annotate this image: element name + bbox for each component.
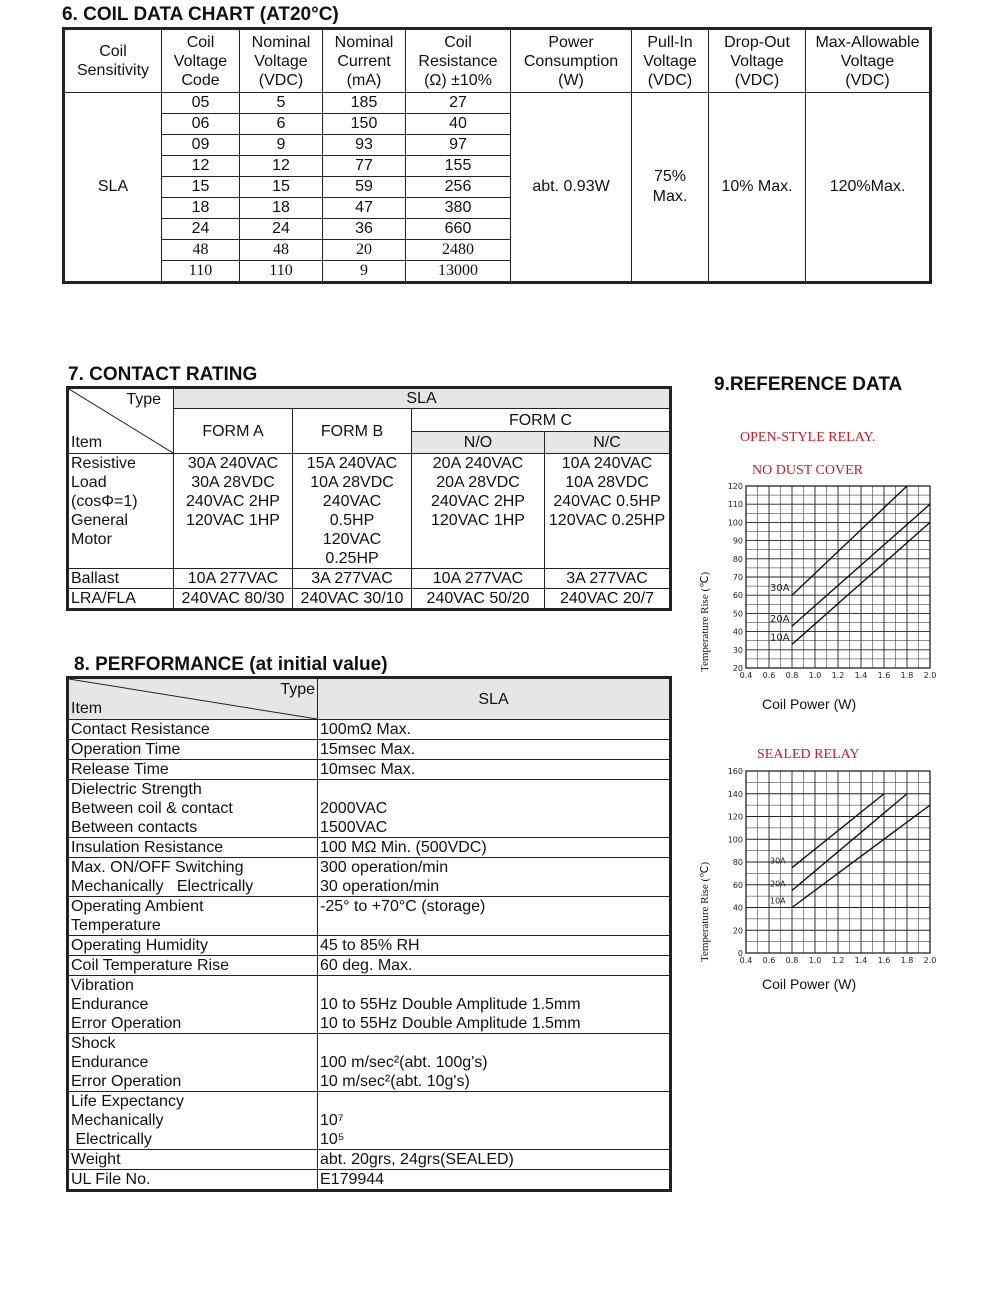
perf-item-cell: Insulation Resistance [68, 838, 318, 858]
perf-item-label: Item [71, 700, 103, 717]
perf-item-cell: Max. ON/OFF Switching Mechanically Electrically [68, 858, 318, 897]
coil-cell: 97 [406, 135, 511, 156]
chart2-title: SEALED RELAY [757, 747, 860, 762]
coil-cell: 12 [162, 156, 240, 177]
y-tick-label: 70 [732, 573, 743, 582]
coil-cell: 48 [240, 240, 323, 261]
y-tick-label: 60 [732, 880, 743, 890]
coil-header-nominal-voltage: Nominal Voltage (VDC) [240, 29, 323, 93]
coil-cell: 150 [323, 114, 406, 135]
coil-data-table [62, 27, 932, 284]
y-tick-label: 60 [732, 591, 743, 601]
perf-row [68, 1034, 671, 1092]
y-tick-label: 100 [727, 835, 743, 845]
perf-row [68, 897, 671, 936]
y-tick-label: 120 [727, 812, 743, 822]
perf-item-cell: Vibration Endurance Error Operation [68, 976, 318, 1034]
perf-sla-header: SLA [318, 678, 671, 720]
coil-cell: 12 [240, 156, 323, 177]
coil-cell: 06 [162, 114, 240, 135]
coil-header-drop-out: Drop-Out Voltage (VDC) [709, 29, 806, 93]
contact-resistive-no: 20A 240VAC 20A 28VDC 240VAC 2HP 120VAC 1HP [412, 454, 545, 569]
coil-drop-out-value: 10% Max. [709, 93, 806, 283]
x-tick-label: 1.8 [900, 671, 914, 680]
coil-cell: 18 [162, 198, 240, 219]
perf-value-cell: 45 to 85% RH [318, 936, 671, 956]
coil-cell: 185 [323, 93, 406, 114]
perf-row [68, 1092, 671, 1150]
coil-cell: 20 [323, 240, 406, 261]
perf-value-cell: 300 operation/min 30 operation/min [318, 858, 671, 897]
perf-type-label: Type [280, 681, 315, 698]
contact-resistive-nc: 10A 240VAC 10A 28VDC 240VAC 0.5HP 120VAC 0.25HP [545, 454, 671, 569]
coil-cell: 15 [162, 177, 240, 198]
contact-cell: 10A 277VAC [412, 569, 545, 589]
y-tick-label: 110 [727, 500, 743, 510]
coil-cell: 24 [162, 219, 240, 240]
perf-item-cell: Operation Time [68, 740, 318, 760]
perf-value-cell: -25° to +70°C (storage) [318, 897, 671, 936]
contact-section-title: 7. CONTACT RATING [68, 364, 258, 385]
coil-cell: 256 [406, 177, 511, 198]
contact-form-a-header: FORM A [174, 409, 293, 454]
perf-row [68, 858, 671, 897]
performance-table [66, 676, 672, 1192]
perf-value-cell: 2000VAC 1500VAC [318, 780, 671, 838]
perf-value-cell: 10 to 55Hz Double Amplitude 1.5mm 10 to 55Hz Double Amplitude 1.5mm [318, 976, 671, 1034]
coil-cell: 660 [406, 219, 511, 240]
series-label-10A: 10A [770, 896, 786, 906]
series-label-30A: 30A [770, 856, 786, 866]
x-tick-label: 1.2 [831, 956, 845, 965]
contact-type-item-header [68, 388, 174, 454]
contact-resistive-form-b: 15A 240VAC 10A 28VDC 240VAC 0.5HP 120VAC 0.25HP [293, 454, 412, 569]
perf-row [68, 1170, 671, 1191]
contact-cell: 240VAC 50/20 [412, 589, 545, 610]
coil-cell: 77 [323, 156, 406, 177]
perf-row [68, 956, 671, 976]
coil-cell: 9 [240, 135, 323, 156]
x-tick-label: 0.4 [739, 956, 753, 965]
x-tick-label: 0.6 [762, 671, 776, 680]
contact-cell: 240VAC 30/10 [293, 589, 412, 610]
coil-cell: 110 [162, 261, 240, 283]
x-tick-label: 1.6 [877, 956, 891, 965]
coil-pull-in-value: 75% Max. [632, 93, 709, 283]
coil-cell: 5 [240, 93, 323, 114]
coil-cell: 15 [240, 177, 323, 198]
y-tick-label: 80 [732, 858, 743, 867]
coil-header-nominal-current: Nominal Current (mA) [323, 29, 406, 93]
coil-cell: 48 [162, 240, 240, 261]
chart1-ylabel: Temperature Rise (℃) [699, 571, 711, 672]
perf-item-cell: Dielectric Strength Between coil & contact Between contacts [68, 780, 318, 838]
x-tick-label: 1.8 [900, 956, 914, 965]
perf-type-item-header [68, 678, 318, 720]
coil-cell: 110 [240, 261, 323, 283]
contact-cell: 10A 277VAC [174, 569, 293, 589]
coil-header-max-allowable: Max-Allowable Voltage (VDC) [806, 29, 931, 93]
perf-value-cell: abt. 20grs, 24grs(SEALED) [318, 1150, 671, 1170]
coil-power-value: abt. 0.93W [511, 93, 632, 283]
perf-item-cell: Life Expectancy Mechanically Electrically [68, 1092, 318, 1150]
contact-type-label: Type [126, 391, 161, 408]
perf-item-cell: Contact Resistance [68, 720, 318, 740]
y-tick-label: 20 [732, 926, 743, 936]
y-tick-label: 100 [727, 518, 743, 528]
chart1-xlabel: Coil Power (W) [762, 696, 857, 712]
perf-item-cell: Shock Endurance Error Operation [68, 1034, 318, 1092]
chart1-title: OPEN-STYLE RELAY. [740, 430, 876, 445]
x-tick-label: 1.4 [854, 671, 868, 680]
contact-cell: 240VAC 20/7 [545, 589, 671, 610]
coil-sensitivity-value: SLA [64, 93, 162, 283]
y-tick-label: 120 [727, 482, 743, 491]
contact-rating-table [66, 386, 672, 611]
perf-value-cell: 100mΩ Max. [318, 720, 671, 740]
y-tick-label: 140 [727, 789, 743, 799]
perf-value-cell: 100 m/sec²(abt. 100g's) 10 m/sec²(abt. 10g's) [318, 1034, 671, 1092]
coil-cell: 13000 [406, 261, 511, 283]
chart2-xlabel: Coil Power (W) [762, 976, 857, 992]
coil-max-allowable-value: 120%Max. [806, 93, 931, 283]
coil-cell: 36 [323, 219, 406, 240]
perf-row [68, 976, 671, 1034]
y-tick-label: 20 [732, 664, 743, 673]
x-tick-label: 2.0 [923, 956, 937, 965]
perf-value-cell: 15msec Max. [318, 740, 671, 760]
x-tick-label: 1.4 [854, 956, 868, 965]
coil-cell: 27 [406, 93, 511, 114]
contact-form-c-header: FORM C [412, 409, 671, 432]
x-tick-label: 2.0 [923, 671, 937, 680]
series-label-20A: 20A [770, 614, 790, 626]
x-tick-label: 1.6 [877, 671, 891, 680]
coil-cell: 2480 [406, 240, 511, 261]
y-tick-label: 80 [732, 554, 743, 564]
coil-cell: 47 [323, 198, 406, 219]
perf-row [68, 740, 671, 760]
perf-row [68, 838, 671, 858]
y-tick-label: 40 [732, 903, 743, 913]
series-label-20A: 20A [770, 879, 786, 889]
perf-item-cell: Coil Temperature Rise [68, 956, 318, 976]
contact-item-label: Item [71, 434, 103, 451]
contact-cell: 3A 277VAC [293, 569, 412, 589]
contact-lra-row [68, 589, 671, 610]
chart-open-style [720, 480, 960, 690]
contact-resistive-form-a: 30A 240VAC 30A 28VDC 240VAC 2HP 120VAC 1HP [174, 454, 293, 569]
coil-cell: 6 [240, 114, 323, 135]
coil-header-code: Coil Voltage Code [162, 29, 240, 93]
contact-form-b-header: FORM B [293, 409, 412, 454]
perf-value-cell: 10msec Max. [318, 760, 671, 780]
perf-row [68, 720, 671, 740]
perf-value-cell: E179944 [318, 1170, 671, 1191]
contact-cell: 3A 277VAC [545, 569, 671, 589]
coil-cell: 40 [406, 114, 511, 135]
y-tick-label: 30 [732, 645, 743, 655]
y-tick-label: 50 [732, 609, 743, 619]
perf-row [68, 936, 671, 956]
coil-cell: 155 [406, 156, 511, 177]
x-tick-label: 1.0 [808, 671, 822, 680]
coil-header-power: Power Consumption (W) [511, 29, 632, 93]
x-tick-label: 0.8 [785, 671, 799, 680]
contact-sla-header: SLA [174, 388, 671, 409]
perf-item-cell: Release Time [68, 760, 318, 780]
contact-ballast-row [68, 569, 671, 589]
coil-cell: 9 [323, 261, 406, 283]
coil-row [64, 93, 931, 114]
coil-header-sensitivity: Coil Sensitivity [64, 29, 162, 93]
coil-cell: 18 [240, 198, 323, 219]
perf-item-cell: UL File No. [68, 1170, 318, 1191]
contact-cell: 240VAC 80/30 [174, 589, 293, 610]
coil-section-title: 6. COIL DATA CHART (AT20°C) [62, 4, 339, 25]
chart1-subtitle: NO DUST COVER [752, 463, 863, 478]
series-label-30A: 30A [770, 583, 790, 595]
coil-header-resistance: Coil Resistance (Ω) ±10% [406, 29, 511, 93]
x-tick-label: 0.6 [762, 956, 776, 965]
coil-cell: 24 [240, 219, 323, 240]
x-tick-label: 1.2 [831, 671, 845, 680]
coil-header-pull-in: Pull-In Voltage (VDC) [632, 29, 709, 93]
y-tick-label: 160 [727, 767, 743, 776]
x-tick-label: 1.0 [808, 956, 822, 965]
y-tick-label: 40 [732, 627, 743, 637]
perf-body [68, 720, 671, 1191]
perf-value-cell: 10⁷ 10⁵ [318, 1092, 671, 1150]
x-tick-label: 0.8 [785, 956, 799, 965]
coil-cell: 05 [162, 93, 240, 114]
reference-section-title: 9.REFERENCE DATA [714, 374, 903, 395]
perf-item-cell: Weight [68, 1150, 318, 1170]
contact-cell: LRA/FLA [68, 589, 174, 610]
chart2-ylabel: Temperature Rise (℃) [699, 861, 711, 962]
contact-no-header: N/O [412, 432, 545, 454]
x-tick-label: 0.4 [739, 671, 753, 680]
perf-item-cell: Operating Humidity [68, 936, 318, 956]
coil-header-row [64, 29, 931, 93]
perf-row [68, 1150, 671, 1170]
series-label-10A: 10A [770, 632, 790, 644]
perf-row [68, 760, 671, 780]
contact-nc-header: N/C [545, 432, 671, 454]
chart-sealed [720, 765, 960, 975]
perf-row [68, 780, 671, 838]
y-tick-label: 90 [732, 536, 743, 546]
perf-value-cell: 60 deg. Max. [318, 956, 671, 976]
contact-cell: Ballast [68, 569, 174, 589]
perf-item-cell: Operating Ambient Temperature [68, 897, 318, 936]
coil-cell: 380 [406, 198, 511, 219]
y-tick-label: 0 [737, 949, 743, 958]
coil-cell: 93 [323, 135, 406, 156]
coil-cell: 09 [162, 135, 240, 156]
perf-value-cell: 100 MΩ Min. (500VDC) [318, 838, 671, 858]
coil-cell: 59 [323, 177, 406, 198]
contact-resistive-label: Resistive Load (cosΦ=1) General Motor [68, 454, 174, 569]
performance-section-title: 8. PERFORMANCE (at initial value) [74, 654, 388, 675]
